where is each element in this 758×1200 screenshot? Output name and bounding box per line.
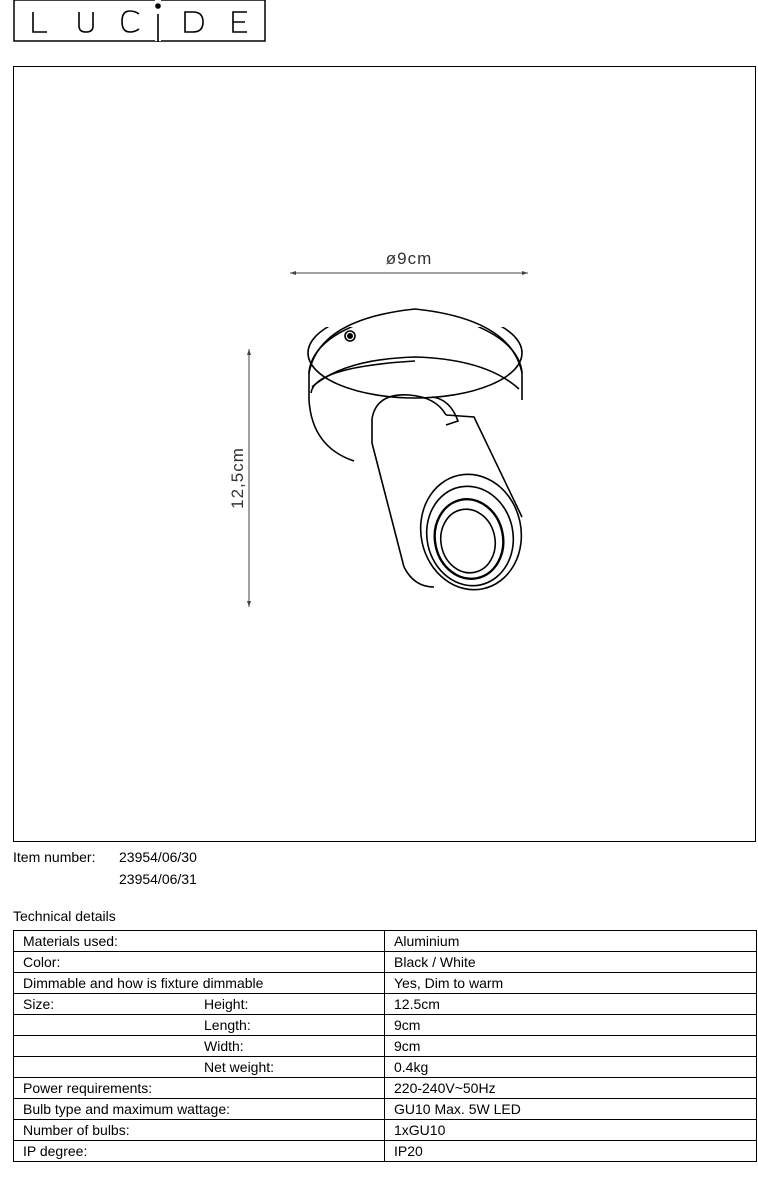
- spec-value: 9cm: [385, 1036, 757, 1057]
- spec-label: Materials used:: [23, 933, 118, 949]
- spec-value: 1xGU10: [385, 1120, 757, 1141]
- spec-row: [14, 931, 757, 952]
- spec-row: [14, 1120, 757, 1141]
- spec-value: Yes, Dim to warm: [385, 973, 757, 994]
- lucide-logo: [13, 0, 266, 42]
- spec-label-cell: [14, 1120, 385, 1141]
- item-number-2: 23954/06/31: [119, 871, 197, 887]
- spec-label-cell: [14, 1057, 385, 1078]
- spec-label-cell: [14, 994, 385, 1015]
- spec-value: IP20: [385, 1141, 757, 1162]
- product-drawing: [14, 67, 757, 843]
- spec-sublabel: Height:: [204, 996, 249, 1012]
- spec-row: [14, 973, 757, 994]
- item-number-label: Item number:: [13, 849, 96, 865]
- spec-label: IP degree:: [23, 1143, 88, 1159]
- spec-row: [14, 1036, 757, 1057]
- spec-label-cell: [14, 931, 385, 952]
- spec-label: Size:: [23, 996, 55, 1012]
- spec-row: [14, 1057, 757, 1078]
- spec-label: Color:: [23, 954, 61, 970]
- spec-row: [14, 952, 757, 973]
- technical-details-table: [13, 930, 757, 1162]
- spec-label-cell: [14, 1078, 385, 1099]
- spec-value: 220-240V~50Hz: [385, 1078, 757, 1099]
- spec-value: 12.5cm: [385, 994, 757, 1015]
- technical-details-title: Technical details: [13, 908, 116, 924]
- spec-label: Power requirements:: [23, 1080, 153, 1096]
- spec-label-cell: [14, 1036, 385, 1057]
- spec-row: [14, 1099, 757, 1120]
- spec-sublabel: Length:: [204, 1017, 251, 1033]
- spec-value: 9cm: [385, 1015, 757, 1036]
- spec-label-cell: [14, 1141, 385, 1162]
- spec-row: [14, 1141, 757, 1162]
- spec-sublabel: Net weight:: [204, 1059, 275, 1075]
- spec-row: [14, 1078, 757, 1099]
- diameter-label: ø9cm: [385, 249, 433, 268]
- spec-row: [14, 994, 757, 1015]
- spec-label-cell: [14, 952, 385, 973]
- spec-label: Number of bulbs:: [23, 1122, 130, 1138]
- fixture-spot-tube: [372, 395, 532, 599]
- item-number-1: 23954/06/30: [119, 849, 197, 865]
- height-label: 12,5cm: [228, 447, 247, 509]
- spec-sublabel: Width:: [204, 1038, 244, 1054]
- spec-value: Aluminium: [385, 931, 757, 952]
- item-number-block: [13, 846, 197, 890]
- spec-value: Black / White: [385, 952, 757, 973]
- spec-value: 0.4kg: [385, 1057, 757, 1078]
- spec-label-cell: [14, 1015, 385, 1036]
- spec-label: Dimmable and how is fixture dimmable: [23, 975, 264, 991]
- spec-row: [14, 1015, 757, 1036]
- spec-label-cell: [14, 1099, 385, 1120]
- spec-value: GU10 Max. 5W LED: [385, 1099, 757, 1120]
- spec-label-cell: [14, 973, 385, 994]
- spec-label: Bulb type and maximum wattage:: [23, 1101, 230, 1117]
- product-drawing-frame: [13, 66, 756, 842]
